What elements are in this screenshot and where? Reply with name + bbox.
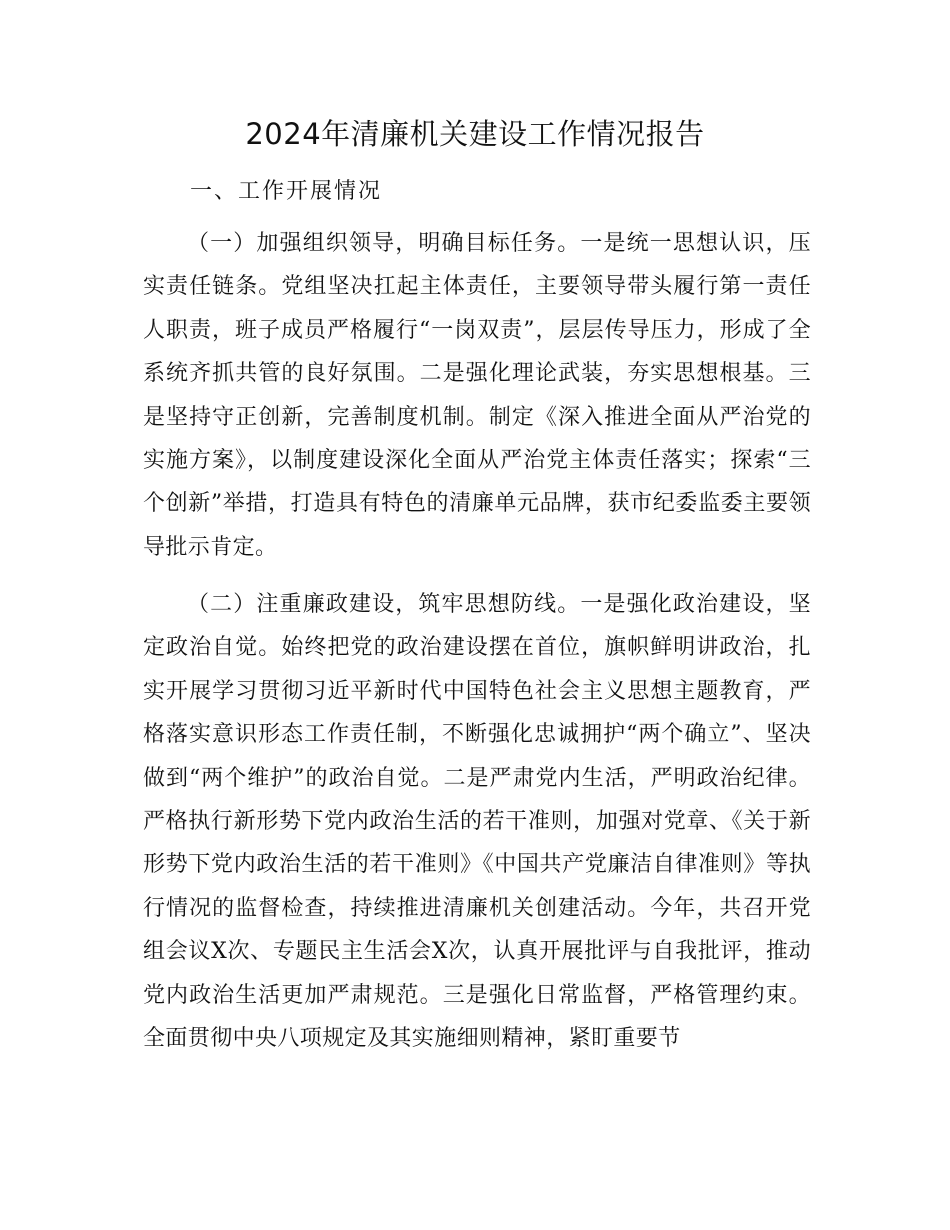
document-title: 2024年清廉机关建设工作情况报告	[245, 117, 705, 151]
paragraph-organization-leadership: （一）加强组织领导，明确目标任务。一是统一思想认识，压实责任链条。党组坚决扛起主体责任，主要领导带头履行第一责任人职责，班子成员严格履行“一岗双责”，层层传导压力，形成了全系统齐抓共管的良好氛围。二是强化理论武装，夯实思想根基。三是坚持守正创新，完善制度机制。制定《深入推进全面从严治党的实施方案》，以制度建设深化全面从严治党主体责任落实；探索“三个创新”举措，打造具有特色的清廉单元品牌，获市纪委监委主要领导批示肯定。	[143, 231, 811, 560]
paragraph-integrity-building: （二）注重廉政建设，筑牢思想防线。一是强化政治建设，坚定政治自觉。始终把党的政治建设摆在首位，旗帜鲜明讲政治，扎实开展学习贯彻习近平新时代中国特色社会主义思想主题教育，严格落实意识形态工作责任制，不断强化忠诚拥护“两个确立”、坚决做到“两个维护”的政治自觉。二是严肃党内生活，严明政治纪律。严格执行新形势下党内政治生活的若干准则，加强对党章、《关于新形势下党内政治生活的若干准则》《中国共产党廉洁自律准则》等执行情况的监督检查，持续推进清廉机关创建活动。今年，共召开党组会议X次、专题民主生活会X次，认真开展批评与自我批评，推动党内政治生活更加严肃规范。三是强化日常监督，严格管理约束。全面贯彻中央八项规定及其实施细则精神，紧盯重要节	[143, 592, 811, 1052]
section-heading: 一、工作开展情况	[190, 179, 383, 204]
